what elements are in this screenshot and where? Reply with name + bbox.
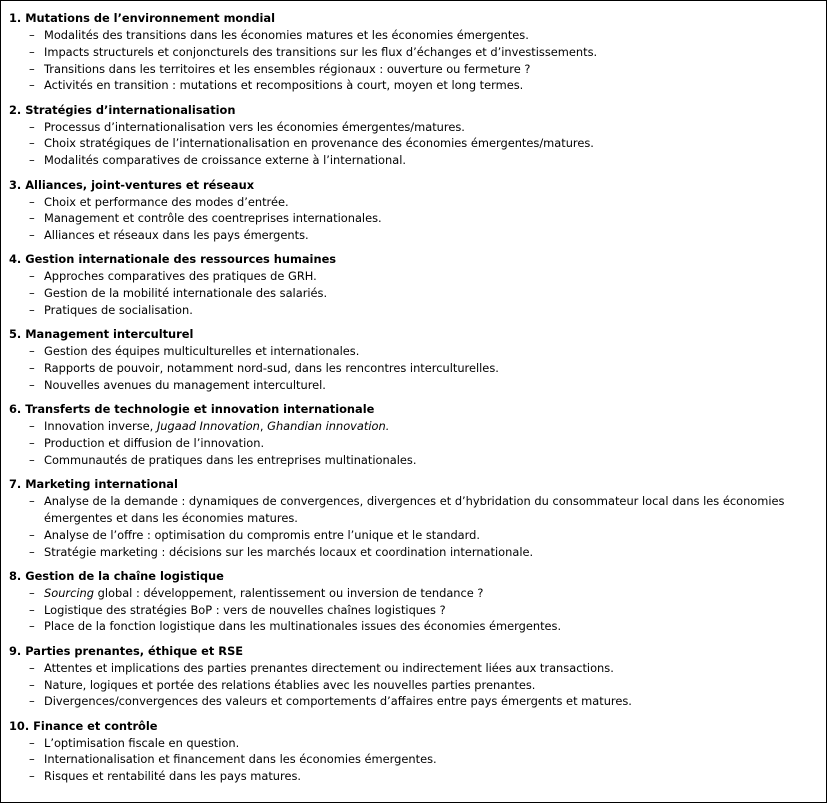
topic-list xyxy=(1,1,826,785)
item-text: , xyxy=(259,419,268,434)
section-title: 9. Parties prenantes, éthique et RSE xyxy=(9,643,244,658)
section xyxy=(9,326,818,393)
bullet-dash: – xyxy=(29,527,35,542)
section xyxy=(9,251,818,318)
list-item xyxy=(9,360,818,377)
section xyxy=(9,476,818,560)
bullet-dash: – xyxy=(29,286,35,301)
item-text: Nouvelles avenues du management interculturel. xyxy=(44,377,326,392)
bullet-dash: – xyxy=(29,119,35,134)
section-title: 6. Transferts de technologie et innovation internationale xyxy=(9,402,375,417)
list-item xyxy=(9,435,818,452)
item-text: Place de la fonction logistique dans les multinationales issues des économies émergentes. xyxy=(44,619,562,634)
section-title: 1. Mutations de l’environnement mondial xyxy=(9,11,276,25)
item-text-italic: Jugaad Innovation xyxy=(156,419,260,434)
item-text: Production et diffusion de l’innovation. xyxy=(44,436,265,451)
bullet-dash: – xyxy=(29,228,35,243)
item-text: Divergences/convergences des valeurs et comportements d’affaires entre pays émergents et matures. xyxy=(44,694,632,709)
bullet-dash: – xyxy=(29,735,35,750)
bullet-dash: – xyxy=(29,619,35,634)
bullet-dash: – xyxy=(29,28,35,42)
item-text: Transitions dans les territoires et les ensembles régionaux : ouverture ou fermeture ? xyxy=(44,61,531,76)
item-text: L’optimisation fiscale en question. xyxy=(44,735,240,750)
item-text: Innovation inverse, xyxy=(44,419,157,434)
bullet-dash: – xyxy=(29,153,35,168)
list-item xyxy=(9,152,818,169)
item-text: Rapports de pouvoir, notamment nord-sud, dans les rencontres interculturelles. xyxy=(44,361,499,376)
item-text: Processus d’internationalisation vers les économies émergentes/matures. xyxy=(44,119,465,134)
item-text: Analyse de l’offre : optimisation du compromis entre l’unique et le standard. xyxy=(44,527,480,542)
bullet-dash: – xyxy=(29,78,35,93)
bullet-dash: – xyxy=(29,344,35,359)
list-item xyxy=(9,768,818,785)
list-item xyxy=(9,452,818,469)
list-item xyxy=(9,44,818,61)
list-item xyxy=(9,693,818,710)
bullet-dash: – xyxy=(29,61,35,76)
list-item xyxy=(9,27,818,44)
item-text-italic: Ghandian innovation. xyxy=(267,419,390,434)
item-text: Stratégie marketing : décisions sur les marchés locaux et coordination internationale. xyxy=(44,544,534,559)
section xyxy=(9,568,818,635)
section-title: 10. Finance et contrôle xyxy=(9,718,158,733)
list-item xyxy=(9,585,818,602)
list-item xyxy=(9,210,818,227)
list-item xyxy=(9,77,818,94)
list-item xyxy=(9,302,818,319)
item-text: Logistique des stratégies BoP : vers de nouvelles chaînes logistiques ? xyxy=(44,602,446,617)
item-text-italic: Sourcing xyxy=(44,585,94,600)
section-title: 4. Gestion internationale des ressources humaines xyxy=(9,252,337,267)
bullet-dash: – xyxy=(29,361,35,376)
bullet-dash: – xyxy=(29,494,35,509)
section-title: 8. Gestion de la chaîne logistique xyxy=(9,568,224,583)
list-item xyxy=(9,119,818,136)
list-item xyxy=(9,735,818,752)
item-text: Alliances et réseaux dans les pays émergents. xyxy=(44,228,309,243)
bullet-dash: – xyxy=(29,544,35,559)
list-item xyxy=(9,377,818,394)
list-item xyxy=(9,618,818,635)
list-item xyxy=(9,135,818,152)
section-title: 2. Stratégies d’internationalisation xyxy=(9,102,236,117)
list-item xyxy=(9,677,818,694)
item-text: Modalités comparatives de croissance externe à l’international. xyxy=(44,153,407,168)
item-text: Approches comparatives des pratiques de GRH. xyxy=(44,269,317,284)
list-item xyxy=(9,418,818,435)
item-text: Attentes et implications des parties prenantes directement ou indirectement liées aux transactions. xyxy=(44,660,614,675)
bullet-dash: – xyxy=(29,419,35,434)
item-text: Nature, logiques et portée des relations établies avec les nouvelles parties prenantes. xyxy=(44,677,536,692)
item-text: Analyse de la demande : dynamiques de convergences, divergences et d’hybridation du consommateur local dans les économies émergentes et dans les économies matures. xyxy=(44,494,785,525)
list-item xyxy=(9,343,818,360)
list-item xyxy=(9,227,818,244)
item-text: Risques et rentabilité dans les pays matures. xyxy=(44,769,302,784)
item-text: Modalités des transitions dans les économies matures et les économies émergentes. xyxy=(44,28,529,42)
list-item xyxy=(9,751,818,768)
bullet-dash: – xyxy=(29,377,35,392)
section-title: 7. Marketing international xyxy=(9,477,178,492)
item-text: Choix stratégiques de l’internationalisation en provenance des économies émergentes/matures. xyxy=(44,136,594,151)
list-item xyxy=(9,602,818,619)
section xyxy=(9,177,818,244)
item-text: Gestion de la mobilité internationale des salariés. xyxy=(44,286,328,301)
list-item xyxy=(9,660,818,677)
bullet-dash: – xyxy=(29,769,35,784)
item-text: Impacts structurels et conjoncturels des transitions sur les flux d’échanges et d’investissements. xyxy=(44,44,598,59)
item-text: Pratiques de socialisation. xyxy=(44,303,193,318)
list-item xyxy=(9,268,818,285)
bullet-dash: – xyxy=(29,303,35,318)
list-item xyxy=(9,285,818,302)
bullet-dash: – xyxy=(29,44,35,59)
bullet-dash: – xyxy=(29,436,35,451)
section-title: 3. Alliances, joint-ventures et réseaux xyxy=(9,177,255,192)
bullet-dash: – xyxy=(29,585,35,600)
bullet-dash: – xyxy=(29,602,35,617)
item-text: Communautés de pratiques dans les entreprises multinationales. xyxy=(44,452,417,467)
list-item xyxy=(9,493,818,527)
list-item xyxy=(9,544,818,561)
section xyxy=(9,10,818,94)
item-text: Activités en transition : mutations et recompositions à court, moyen et long termes. xyxy=(44,78,524,93)
bullet-dash: – xyxy=(29,677,35,692)
bullet-dash: – xyxy=(29,269,35,284)
item-text: Internationalisation et financement dans les économies émergentes. xyxy=(44,752,437,767)
bullet-dash: – xyxy=(29,211,35,226)
item-text: Management et contrôle des coentreprises internationales. xyxy=(44,211,382,226)
item-text: Gestion des équipes multiculturelles et internationales. xyxy=(44,344,360,359)
bullet-dash: – xyxy=(29,660,35,675)
bullet-dash: – xyxy=(29,194,35,209)
item-text: global : développement, ralentissement ou inversion de tendance ? xyxy=(93,585,484,600)
section xyxy=(9,401,818,468)
section-title: 5. Management interculturel xyxy=(9,327,194,342)
section xyxy=(9,718,818,785)
list-item xyxy=(9,61,818,78)
bullet-dash: – xyxy=(29,752,35,767)
bullet-dash: – xyxy=(29,136,35,151)
list-item xyxy=(9,527,818,544)
item-text: Choix et performance des modes d’entrée. xyxy=(44,194,289,209)
bullet-dash: – xyxy=(29,452,35,467)
bullet-dash: – xyxy=(29,694,35,709)
list-item xyxy=(9,194,818,211)
section xyxy=(9,643,818,710)
section xyxy=(9,102,818,169)
